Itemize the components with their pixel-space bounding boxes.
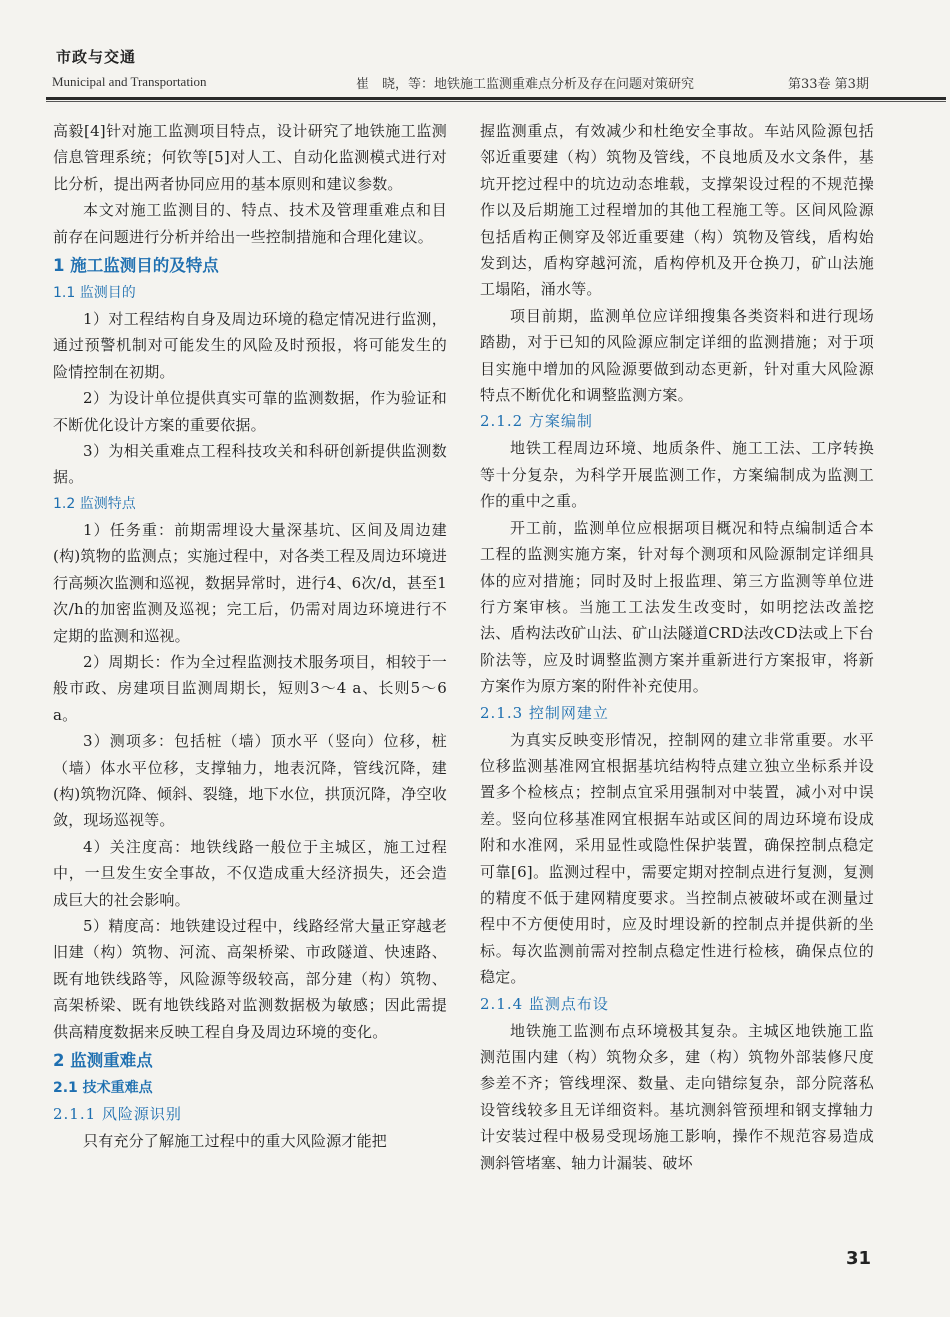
paragraph: 握监测重点，有效减少和杜绝安全事故。车站风险源包括邻近重要建（构）筑物及管线，不良地质及水文条件，基坑开挖过程中的坑边动态堆载，支撑架设过程的不规范操作以及后期施工过程增加的其他工程施工等。区间风险源包括盾构正侧穿及邻近重要建（构）筑物及管线，盾构始发到达，盾构穿越河流，盾构停机及开仓换刀，矿山法施工塌陷，涌水等。 [480, 122, 874, 299]
journal-title-cn: 市政与交通 [56, 48, 137, 66]
section-heading: 1 施工监测目的及特点 [53, 256, 219, 276]
paragraph: 2）周期长：作为全过程监测技术服务项目，相较于一般市政、房建项目监测周期长，短则3～4 a、长则5～6 a。 [53, 652, 447, 724]
paragraph: 1）任务重：前期需埋设大量深基坑、区间及周边建(构)筑物的监测点；实施过程中，对各类工程及周边环境进行高频次监测和巡视，数据异常时，进行4、6次/d，甚至1次/h的加密监测及巡视；完工后，仍需对周边环境进行不定期的监测和巡视。 [53, 520, 447, 645]
header-rule-thin [46, 101, 946, 102]
paragraph: 地铁施工监测布点环境极其复杂。主城区地铁施工监测范围内建（构）筑物众多，建（构）筑物外部装修尺度参差不齐；管线埋深、数量、走向错综复杂，部分院落私设管线较多且无详细资料。基坑测斜管预埋和钢支撑轴力计安装过程中极易受现场施工影响，操作不规范容易造成测斜管堵塞、轴力计漏装、破坏 [480, 1021, 874, 1172]
subsubsection-heading: 2.1.3 控制网建立 [480, 703, 609, 722]
subsection-heading: 1.1 监测目的 [53, 285, 136, 302]
paragraph: 地铁工程周边环境、地质条件、施工工法、工序转换等十分复杂，为科学开展监测工作，方案编制成为监测工作的重中之重。 [480, 439, 874, 511]
paragraph: 3）为相关重难点工程科技攻关和科研创新提供监测数据。 [53, 442, 447, 487]
volume-info: 第33卷 第3期 [788, 77, 869, 92]
header-rule [46, 97, 946, 100]
journal-title-en: Municipal and Transportation [52, 74, 207, 89]
subsection-heading: 2.1 技术重难点 [53, 1080, 153, 1096]
paragraph: 高毅[4]针对施工监测项目特点，设计研究了地铁施工监测信息管理系统；何钦等[5]对人工、自动化监测模式进行对比分析，提出两者协同应用的基本原则和建议参数。 [53, 122, 447, 193]
running-title: 崔 晓，等：地铁施工监测重难点分析及存在问题对策研究 [356, 77, 695, 92]
left-column [53, 118, 447, 1154]
paragraph: 开工前，监测单位应根据项目概况和特点编制适合本工程的监测实施方案，针对每个测项和风险源制定详细具体的应对措施；同时及时上报监理、第三方监测等单位进行方案审核。当施工工法发生改变时，如明挖法改盖挖法、盾构法改矿山法、矿山法隧道CRD法改CD法或上下台阶法等，应及时调整监测方案并重新进行方案报审，将新方案作为原方案的附件补充使用。 [480, 518, 874, 696]
paragraph: 2）为设计单位提供真实可靠的监测数据，作为验证和不断优化设计方案的重要依据。 [53, 389, 447, 434]
subsubsection-heading: 2.1.2 方案编制 [480, 412, 593, 431]
paragraph: 为真实反映变形情况，控制网的建立非常重要。水平位移监测基准网宜根据基坑结构特点建立独立坐标系并设置多个检核点；控制点宜采用强制对中装置，减小对中误差。竖向位移基准网宜根据车站或区间的周边环境布设成附和水准网，采用显性或隐性保护装置，确保控制点稳定可靠[6]。监测过程中，需要定期对控制点进行复测，复测的精度不低于建网精度要求。当控制点被破坏或在测量过程中不方便使用时，应及时埋设新的控制点并提供新的坐标。每次监测前需对控制点稳定性进行检核，确保点位的稳定。 [480, 730, 874, 987]
paragraph: 本文对施工监测目的、特点、技术及管理重难点和目前存在问题进行分析并给出一些控制措施和合理化建议。 [53, 201, 447, 246]
subsubsection-heading: 2.1.4 监测点布设 [480, 994, 609, 1013]
paragraph: 项目前期，监测单位应详细搜集各类资料和进行现场踏勘，对于已知的风险源应制定详细的监测措施；对于项目实施中增加的风险源要做到动态更新，针对重大风险源特点不断优化和调整监测方案。 [480, 306, 874, 405]
paragraph: 3）测项多：包括桩（墙）顶水平（竖向）位移，桩（墙）体水平位移，支撑轴力，地表沉降，管线沉降，建(构)筑物沉降、倾斜、裂缝，地下水位，拱顶沉降，净空收敛，现场巡视等。 [53, 732, 447, 830]
paragraph: 1）对工程结构自身及周边环境的稳定情况进行监测，通过预警机制对可能发生的风险及时预报，将可能发生的险情控制在初期。 [53, 310, 447, 381]
subsection-heading: 1.2 监测特点 [53, 495, 136, 512]
paragraph: 只有充分了解施工过程中的重大风险源才能把 [83, 1132, 388, 1150]
section-heading: 2 监测重难点 [53, 1051, 153, 1070]
page-number: 31 [846, 1248, 872, 1269]
paragraph: 4）关注度高：地铁线路一般位于主城区，施工过程中，一旦发生安全事故，不仅造成重大经济损失，还会造成巨大的社会影响。 [53, 837, 447, 909]
subsubsection-heading: 2.1.1 风险源识别 [53, 1105, 182, 1123]
right-column [480, 118, 874, 1176]
page-header [0, 0, 950, 100]
paragraph: 5）精度高：地铁建设过程中，线路经常大量正穿越老旧建（构）筑物、河流、高架桥梁、市政隧道、快速路、既有地铁线路等，风险源等级较高，部分建（构）筑物、高架桥梁、既有地铁线路对监测数据极为敏感；因此需提供高精度数据来反映工程自身及周边环境的变化。 [53, 916, 447, 1041]
